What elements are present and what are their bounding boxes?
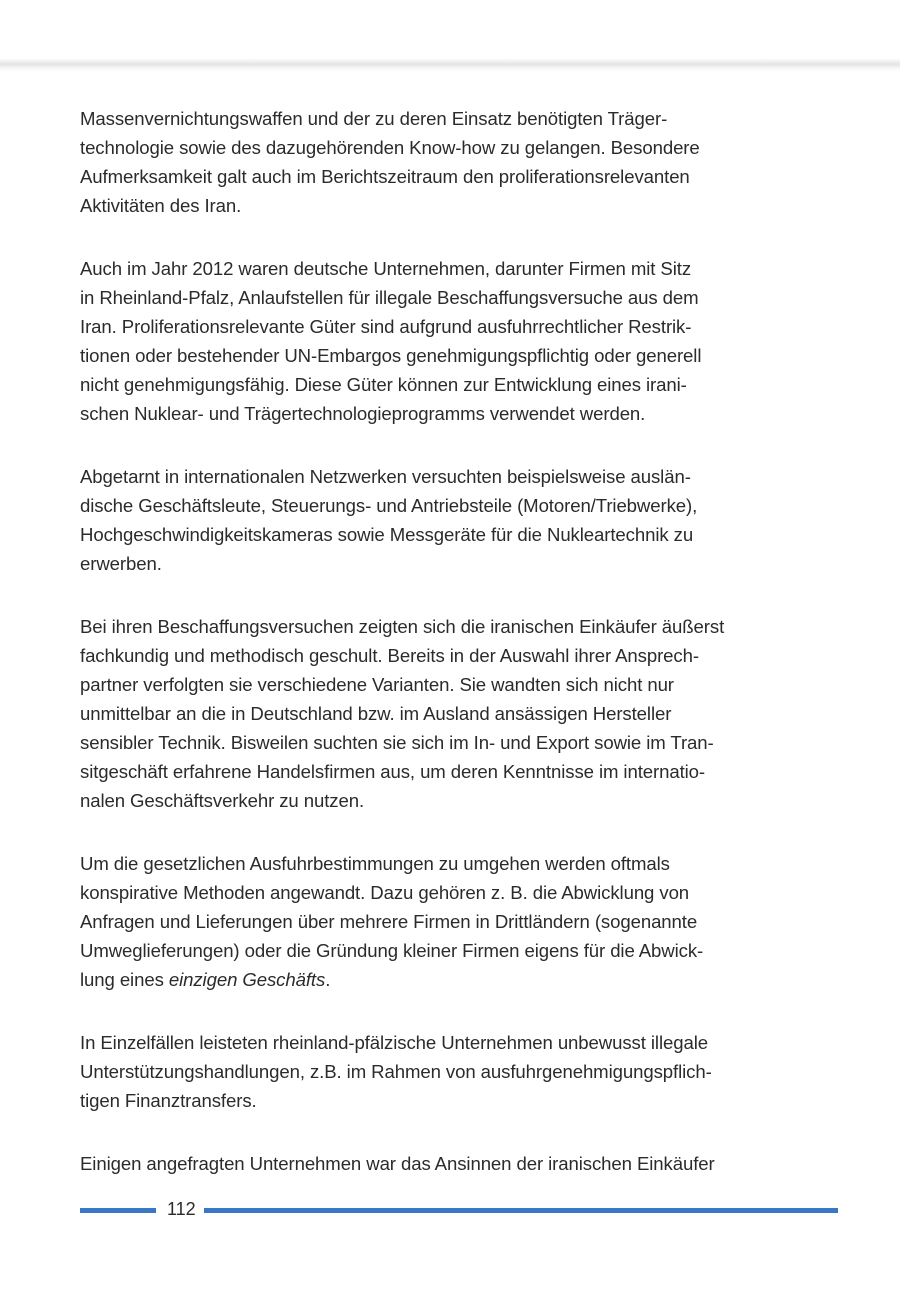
footer-rule-right xyxy=(204,1208,838,1213)
paragraph-1 xyxy=(80,104,840,220)
text-line: sitgeschäft erfahrene Handelsfirmen aus, um deren Kenntnisse im internatio- xyxy=(80,761,706,782)
text-line: unmittelbar an die in Deutschland bzw. im Ausland ansässigen Hersteller xyxy=(80,703,672,724)
paragraph-7 xyxy=(80,1149,840,1178)
text-line: nalen Geschäftsverkehr zu nutzen. xyxy=(80,790,365,811)
text-line: schen Nuklear- und Trägertechnologieprogramms verwendet werden. xyxy=(80,403,646,424)
text-line: partner verfolgten sie verschiedene Varianten. Sie wandten sich nicht nur xyxy=(80,674,674,695)
text-line: dische Geschäftsleute, Steuerungs- und Antriebsteile (Motoren/Triebwerke), xyxy=(80,495,698,516)
text-line: technologie sowie des dazugehörenden Know-how zu gelangen. Besondere xyxy=(80,137,700,158)
page-number: 112 xyxy=(167,1199,196,1219)
text-line: Iran. Proliferationsrelevante Güter sind aufgrund ausfuhrrechtlicher Restrik- xyxy=(80,316,692,337)
text-line: sensibler Technik. Bisweilen suchten sie sich im In- und Export sowie im Tran- xyxy=(80,732,714,753)
text-line: Bei ihren Beschaffungsversuchen zeigten sich die iranischen Einkäufer äußerst xyxy=(80,616,725,637)
text-run: . xyxy=(325,969,331,990)
footer-rule-left xyxy=(80,1208,156,1213)
page-footer xyxy=(80,1198,838,1220)
text-line-mixed xyxy=(80,965,840,994)
text-run: lung eines xyxy=(80,969,169,990)
paragraph-2 xyxy=(80,254,840,428)
text-line: fachkundig und methodisch geschult. Bereits in der Auswahl ihrer Ansprech- xyxy=(80,645,699,666)
text-line: Einigen angefragten Unternehmen war das Ansinnen der iranischen Einkäufer xyxy=(80,1153,715,1174)
emphasized-text: einzigen Geschäfts xyxy=(168,969,326,990)
text-line: Aufmerksamkeit galt auch im Berichtszeitraum den proliferationsrelevanten xyxy=(80,166,690,187)
text-line: in Rheinland-Pfalz, Anlaufstellen für illegale Beschaffungsversuche aus dem xyxy=(80,287,699,308)
text-line: tionen oder bestehender UN-Embargos genehmigungspflichtig oder generell xyxy=(80,345,702,366)
text-line: Auch im Jahr 2012 waren deutsche Unternehmen, darunter Firmen mit Sitz xyxy=(80,258,692,279)
paragraph-3 xyxy=(80,462,840,578)
text-line: Umweglieferungen) oder die Gründung kleiner Firmen eigens für die Abwick- xyxy=(80,940,704,961)
paragraph-4 xyxy=(80,612,840,815)
text-line: Hochgeschwindigkeitskameras sowie Messgeräte für die Nukleartechnik zu xyxy=(80,524,694,545)
text-line: In Einzelfällen leisteten rheinland-pfälzische Unternehmen unbewusst illegale xyxy=(80,1032,708,1053)
text-line: konspirative Methoden angewandt. Dazu gehören z. B. die Abwicklung von xyxy=(80,882,690,903)
text-line: Um die gesetzlichen Ausfuhrbestimmungen zu umgehen werden oftmals xyxy=(80,853,670,874)
text-line: Aktivitäten des Iran. xyxy=(80,195,242,216)
document-body xyxy=(80,104,840,1212)
paragraph-6 xyxy=(80,1028,840,1115)
text-line: Abgetarnt in internationalen Netzwerken versuchten beispielsweise auslän- xyxy=(80,466,691,487)
text-line: erwerben. xyxy=(80,553,162,574)
paragraph-5 xyxy=(80,849,840,994)
text-line: Unterstützungshandlungen, z.B. im Rahmen von ausfuhrgenehmigungspflich- xyxy=(80,1061,712,1082)
scan-top-edge xyxy=(0,58,900,72)
text-line: Anfragen und Lieferungen über mehrere Firmen in Drittländern (sogenannte xyxy=(80,911,698,932)
text-line: nicht genehmigungsfähig. Diese Güter können zur Entwicklung eines irani- xyxy=(80,374,687,395)
text-line: tigen Finanztransfers. xyxy=(80,1090,257,1111)
text-line: Massenvernichtungswaffen und der zu deren Einsatz benötigten Träger- xyxy=(80,108,668,129)
